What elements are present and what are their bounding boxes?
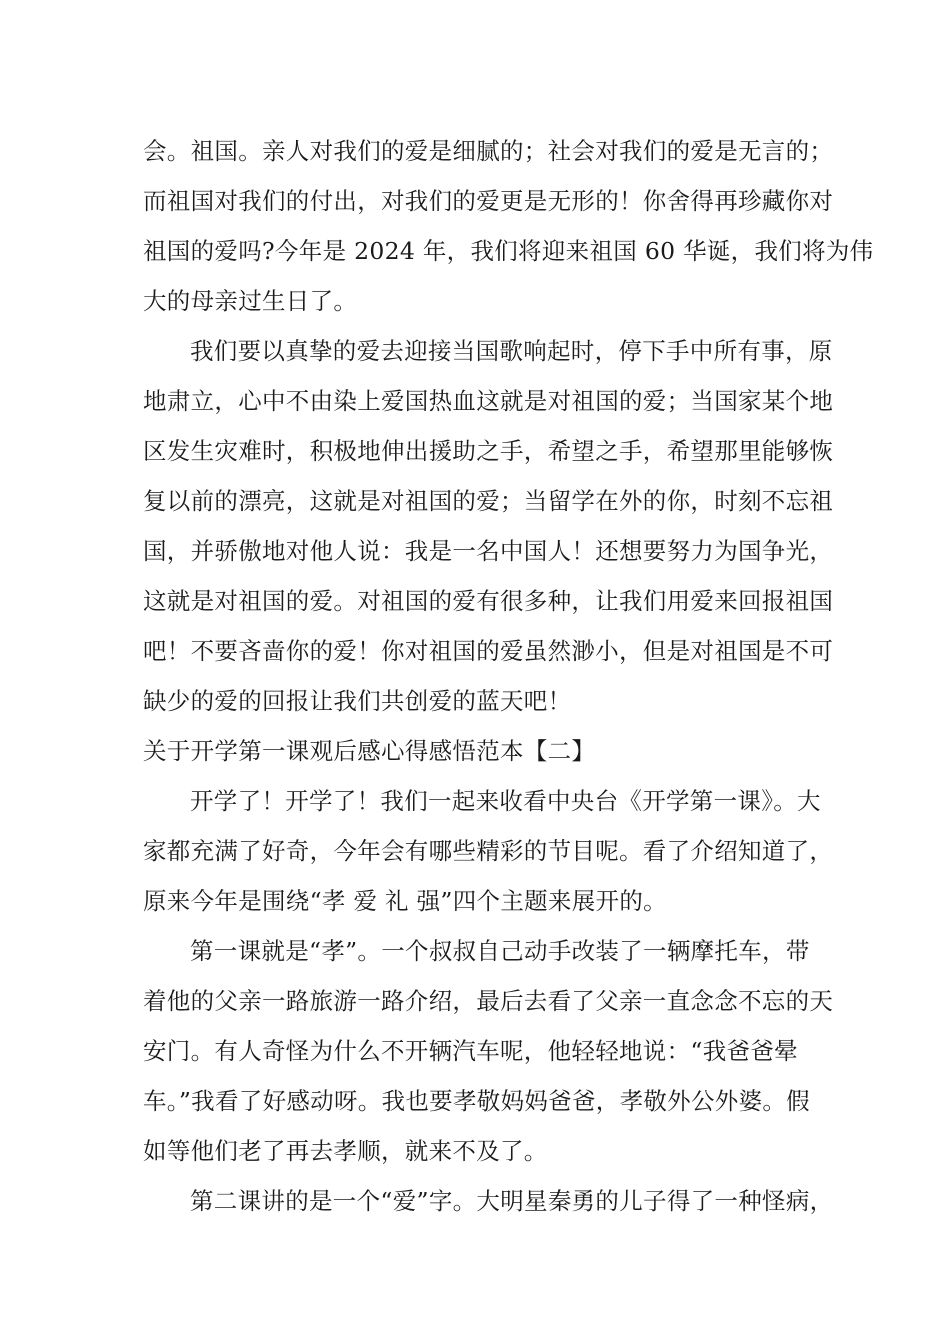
text-line: 复以前的漂亮，这就是对祖国的爱；当留学在外的你，时刻不忘祖 — [143, 487, 834, 515]
text-line: 吧！不要吝啬你的爱！你对祖国的爱虽然渺小，但是对祖国是不可 — [143, 637, 834, 665]
text-line: 国，并骄傲地对他人说：我是一名中国人！还想要努力为国争光， — [143, 537, 834, 565]
text-line: 原来今年是围绕“孝 爱 礼 强”四个主题来展开的。 — [143, 887, 667, 915]
section-heading: 关于开学第一课观后感心得感悟范本【二】 — [143, 737, 596, 765]
text-line: 祖国的爱吗?今年是 2024 年，我们将迎来祖国 60 华诞，我们将为伟 — [143, 237, 874, 265]
text-line: 会。祖国。亲人对我们的爱是细腻的；社会对我们的爱是无言的； — [143, 137, 834, 165]
text-line: 缺少的爱的回报让我们共创爱的蓝天吧！ — [143, 687, 572, 715]
text-line: 如等他们老了再去孝顺，就来不及了。 — [143, 1137, 548, 1165]
text-line: 这就是对祖国的爱。对祖国的爱有很多种，让我们用爱来回报祖国 — [143, 587, 834, 615]
text-line: 地肃立，心中不由染上爱国热血这就是对祖国的爱；当国家某个地 — [143, 387, 834, 415]
text-line: 着他的父亲一路旅游一路介绍，最后去看了父亲一直念念不忘的天 — [143, 987, 834, 1015]
text-line: 车。”我看了好感动呀。我也要孝敬妈妈爸爸，孝敬外公外婆。假 — [143, 1087, 810, 1115]
text-line: 家都充满了好奇，今年会有哪些精彩的节目呢。看了介绍知道了， — [143, 837, 834, 865]
text-line: 大的母亲过生日了。 — [143, 287, 358, 315]
paragraph-first-line: 开学了！开学了！我们一起来收看中央台《开学第一课》。大 — [190, 787, 821, 815]
paragraph-first-line: 我们要以真挚的爱去迎接当国歌响起时，停下手中所有事，原 — [190, 337, 833, 365]
text-line: 区发生灾难时，积极地伸出援助之手，希望之手，希望那里能够恢 — [143, 437, 834, 465]
text-line: 而祖国对我们的付出，对我们的爱更是无形的！你舍得再珍藏你对 — [143, 187, 834, 215]
text-line: 安门。有人奇怪为什么不开辆汽车呢，他轻轻地说：“我爸爸晕 — [143, 1037, 798, 1065]
paragraph-first-line: 第二课讲的是一个“爱”字。大明星秦勇的儿子得了一种怪病， — [190, 1187, 834, 1215]
paragraph-first-line: 第一课就是“孝”。一个叔叔自己动手改装了一辆摩托车，带 — [190, 937, 810, 965]
